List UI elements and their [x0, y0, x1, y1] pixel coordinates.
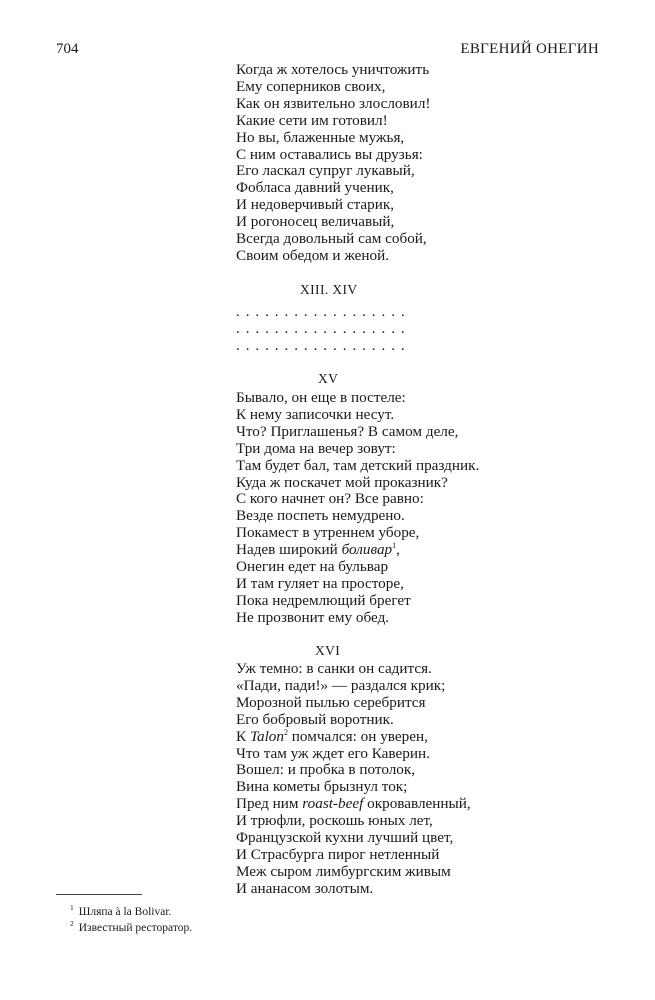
verse-line: К нему записочки несут.	[236, 405, 395, 423]
verse-line: Но вы, блаженные мужья,	[236, 128, 405, 146]
verse-text: Надев широкий	[236, 541, 342, 559]
verse-line: С кого начнет он? Все равно:	[236, 490, 424, 508]
verse-line: Три дома на вечер зовут:	[236, 439, 396, 457]
ellipsis-lines	[236, 304, 566, 355]
verse-line-talon	[236, 729, 566, 746]
stanza-heading-xvi: XVI	[315, 643, 341, 658]
stanza-heading-xiii-xiv: XIII. XIV	[300, 282, 358, 297]
verse-line: Вошел: и пробка в потолок,	[236, 761, 416, 779]
ellipsis-line: . . . . . . . . . . . . . . . . . .	[236, 320, 406, 337]
footnote-number: 1	[70, 903, 74, 913]
footnote-ref-2[interactable]: 2	[284, 727, 288, 737]
verse-line: Покамест в утреннем уборе,	[236, 524, 420, 542]
stanza-xvi	[236, 661, 566, 898]
verse-line: «Пади, пади!» — раздался крик;	[236, 676, 446, 694]
verse-lines	[236, 661, 566, 898]
verse-line: И ананасом золотым.	[236, 879, 374, 897]
omitted-stanzas	[236, 304, 566, 355]
verse-line: Когда ж хотелось уничтожить	[236, 61, 430, 78]
verse-line: Куда ж поскачет мой проказник?	[236, 473, 448, 491]
running-head: ЕВГЕНИЙ ОНЕГИН	[460, 41, 599, 57]
italic-word: roast-beef	[302, 795, 364, 813]
verse-line: С ним оставались вы друзья:	[236, 145, 423, 163]
verse-line: Везде поспеть немудрено.	[236, 507, 405, 525]
footnote-text: Известный ресторатор.	[78, 922, 193, 934]
stanza-xii-ending	[236, 62, 566, 265]
verse-lines	[236, 390, 566, 627]
verse-line: Фобласа давний ученик,	[236, 179, 394, 197]
footnote-number: 2	[70, 919, 74, 929]
verse-line: Ему соперников своих,	[236, 77, 386, 95]
verse-line: Вина кометы брызнул ток;	[236, 778, 408, 796]
italic-word: боливар	[341, 541, 393, 559]
verse-line: Уж темно: в санки он садится.	[236, 660, 432, 677]
verse-line: И трюфли, роскошь юных лет,	[236, 812, 433, 830]
verse-text: Пред ним	[236, 795, 303, 813]
verse-line: Там будет бал, там детский праздник.	[236, 456, 480, 474]
verse-line: Что там уж ждет его Каверин.	[236, 744, 430, 762]
verse-line: Не прозвонит ему обед.	[236, 608, 390, 626]
footnote-2	[70, 920, 192, 936]
italic-word: Talon	[249, 727, 284, 745]
verse-line: Бывало, он еще в постеле:	[236, 389, 406, 406]
verse-line: Что? Приглашенья? В самом деле,	[236, 422, 459, 440]
footnote-divider	[56, 894, 142, 895]
footnote-text: Шляпа à la Bolivar.	[78, 906, 172, 918]
verse-line: Морозной пылью серебрится	[236, 693, 426, 711]
verse-line: Всегда довольный сам собой,	[236, 230, 427, 248]
verse-line: И недоверчивый старик,	[236, 196, 395, 214]
verse-text: окровавленный,	[363, 795, 471, 813]
verse-text: помчался: он уверен,	[288, 727, 428, 745]
verse-text: К	[236, 727, 250, 745]
ellipsis-line: . . . . . . . . . . . . . . . . . .	[236, 337, 406, 354]
verse-line-bolivar	[236, 542, 566, 559]
footnote-ref-1[interactable]: 1	[392, 541, 397, 551]
verse-line: И Страсбурга пирог нетленный	[236, 845, 440, 863]
verse-line: И там гуляет на просторе,	[236, 574, 404, 592]
verse-lines	[236, 62, 566, 265]
ellipsis-line: . . . . . . . . . . . . . . . . . .	[236, 304, 406, 320]
verse-line: Меж сыром лимбургским живым	[236, 862, 451, 880]
stanza-heading-xv: XV	[318, 371, 339, 386]
verse-line: Французской кухни лучший цвет,	[236, 829, 454, 847]
verse-line: Его бобровый воротник.	[236, 710, 394, 728]
verse-line-roast-beef	[236, 796, 566, 813]
page-number: 704	[56, 41, 79, 57]
footnotes	[70, 904, 192, 936]
verse-line: Его ласкал супруг лукавый,	[236, 162, 415, 180]
verse-text: ,	[396, 541, 400, 559]
verse-line: И рогоносец величавый,	[236, 213, 395, 231]
footnote-1	[70, 904, 192, 920]
verse-line: Своим обедом и женой.	[236, 246, 390, 264]
stanza-xv	[236, 390, 566, 627]
verse-line: Как он язвительно злословил!	[236, 94, 431, 112]
verse-line: Пока недремлющий брегет	[236, 591, 411, 609]
verse-line: Онегин едет на бульвар	[236, 558, 389, 576]
verse-line: Какие сети им готовил!	[236, 111, 388, 129]
